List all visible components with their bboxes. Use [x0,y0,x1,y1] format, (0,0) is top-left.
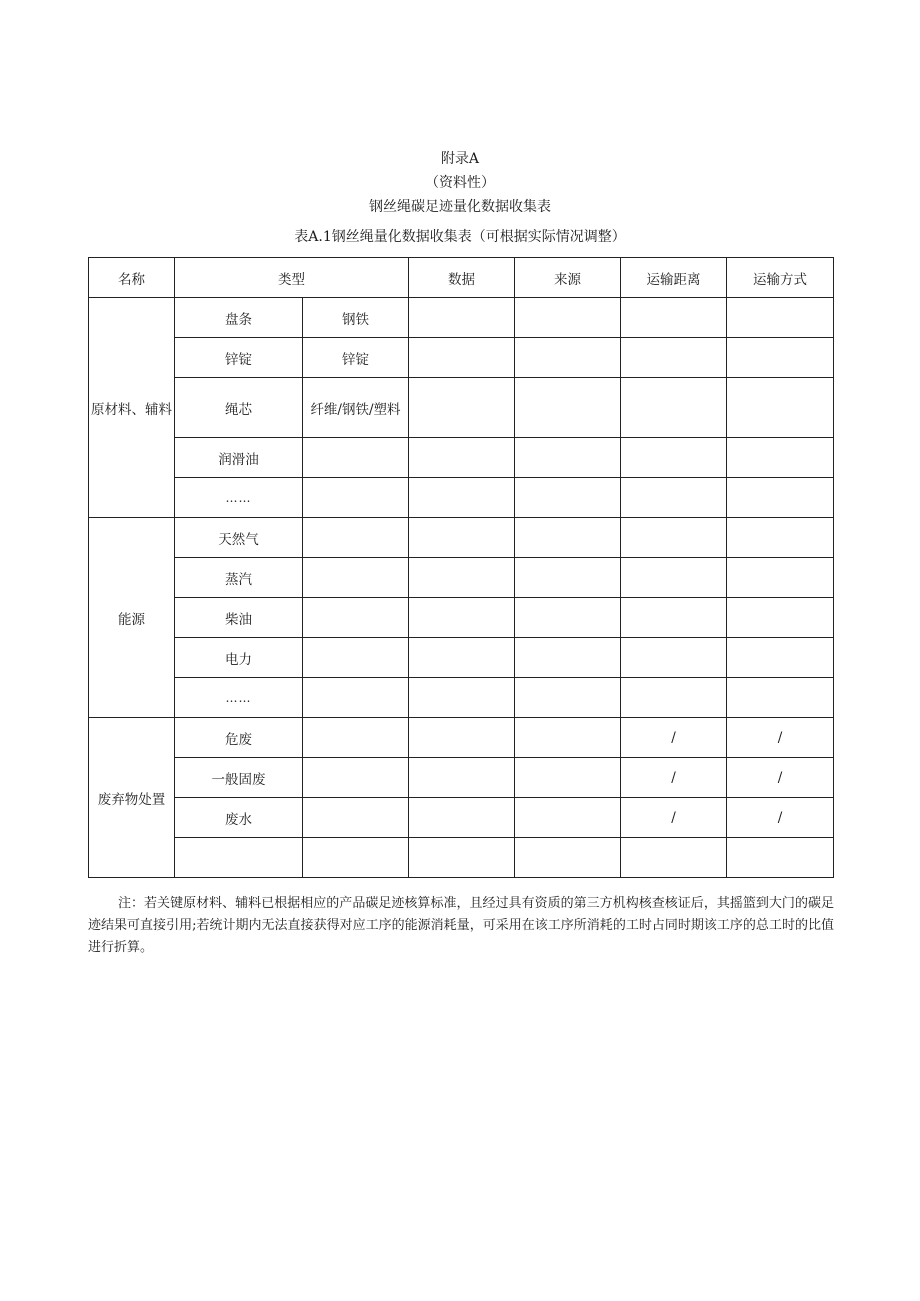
subtype-cell [303,718,409,758]
table-row [89,758,834,798]
source-cell [515,798,621,838]
data-cell [409,598,515,638]
data-cell [409,438,515,478]
subtype-cell: 锌锭 [303,338,409,378]
source-cell [515,838,621,878]
mode-cell [727,678,834,718]
group-label: 废弃物处置 [89,718,175,878]
header-data: 数据 [409,258,515,298]
distance-cell [621,438,727,478]
table-row [89,638,834,678]
table-caption: 表A.1钢丝绳量化数据收集表（可根据实际情况调整） [294,229,626,245]
mode-cell [727,338,834,378]
appendix-title: 附录A [440,151,480,167]
distance-cell: / [621,798,727,838]
mode-cell: / [727,718,834,758]
subtype-cell [303,678,409,718]
table-row [89,518,834,558]
mode-cell: / [727,798,834,838]
subtype-cell [303,758,409,798]
source-cell [515,378,621,438]
subtype-cell [303,598,409,638]
item-cell: …… [175,678,303,718]
distance-cell: / [621,758,727,798]
header-type: 类型 [175,258,409,298]
subtype-cell [303,798,409,838]
mode-cell [727,518,834,558]
mode-cell [727,298,834,338]
distance-cell [621,478,727,518]
distance-cell [621,298,727,338]
subtype-cell: 纤维/钢铁/塑料 [303,378,409,438]
table-row [89,798,834,838]
data-collection-table [88,257,834,878]
footnote: 注：若关键原材料、辅料已根据相应的产品碳足迹核算标准，且经过具有资质的第三方机构核查核证后，其摇篮到大门的碳足迹结果可直接引用;若统计期内无法直接获得对应工序的能源消耗量，可采用在该工序所消耗的工时占同时期该工序的总工时的比值进行折算。 [88,896,834,955]
table-row [89,298,834,338]
source-cell [515,438,621,478]
mode-cell [727,378,834,438]
item-cell: 废水 [175,798,303,838]
item-cell: 绳芯 [175,378,303,438]
data-cell [409,838,515,878]
mode-cell [727,558,834,598]
source-cell [515,678,621,718]
item-cell: 电力 [175,638,303,678]
distance-cell [621,338,727,378]
data-cell [409,378,515,438]
source-cell [515,338,621,378]
header-name: 名称 [89,258,175,298]
data-cell [409,478,515,518]
appendix-nature: （资料性） [425,175,495,191]
item-cell: …… [175,478,303,518]
source-cell [515,298,621,338]
distance-cell [621,558,727,598]
mode-cell: / [727,758,834,798]
table-header-row [89,258,834,298]
item-cell: 天然气 [175,518,303,558]
subtype-cell [303,558,409,598]
mode-cell [727,598,834,638]
table-row [89,718,834,758]
mode-cell [727,438,834,478]
data-cell [409,298,515,338]
header-source: 来源 [515,258,621,298]
distance-cell [621,638,727,678]
table-row [89,678,834,718]
header-distance: 运输距离 [621,258,727,298]
data-cell [409,338,515,378]
source-cell [515,758,621,798]
distance-cell [621,678,727,718]
item-cell: 危废 [175,718,303,758]
item-cell: 蒸汽 [175,558,303,598]
item-cell: 一般固废 [175,758,303,798]
subtype-cell [303,478,409,518]
item-cell: 盘条 [175,298,303,338]
item-cell: 锌锭 [175,338,303,378]
source-cell [515,718,621,758]
data-cell [409,758,515,798]
subtype-cell [303,838,409,878]
distance-cell [621,598,727,638]
subtype-cell: 钢铁 [303,298,409,338]
data-cell [409,518,515,558]
source-cell [515,638,621,678]
distance-cell [621,838,727,878]
source-cell [515,598,621,638]
table-row [89,378,834,438]
data-cell [409,638,515,678]
subtype-cell [303,518,409,558]
item-cell [175,838,303,878]
table-row [89,838,834,878]
item-cell: 柴油 [175,598,303,638]
document-title: 钢丝绳碳足迹量化数据收集表 [369,199,551,215]
table-row [89,338,834,378]
subtype-cell [303,438,409,478]
table-row [89,438,834,478]
mode-cell [727,478,834,518]
distance-cell [621,518,727,558]
distance-cell [621,378,727,438]
table-row [89,558,834,598]
header-mode: 运输方式 [727,258,834,298]
mode-cell [727,638,834,678]
data-cell [409,718,515,758]
source-cell [515,478,621,518]
item-cell: 润滑油 [175,438,303,478]
distance-cell: / [621,718,727,758]
group-label: 能源 [89,518,175,718]
source-cell [515,518,621,558]
mode-cell [727,838,834,878]
table-row [89,478,834,518]
table-row [89,598,834,638]
data-cell [409,558,515,598]
source-cell [515,558,621,598]
group-label: 原材料、辅料 [89,298,175,518]
subtype-cell [303,638,409,678]
data-cell [409,798,515,838]
data-cell [409,678,515,718]
